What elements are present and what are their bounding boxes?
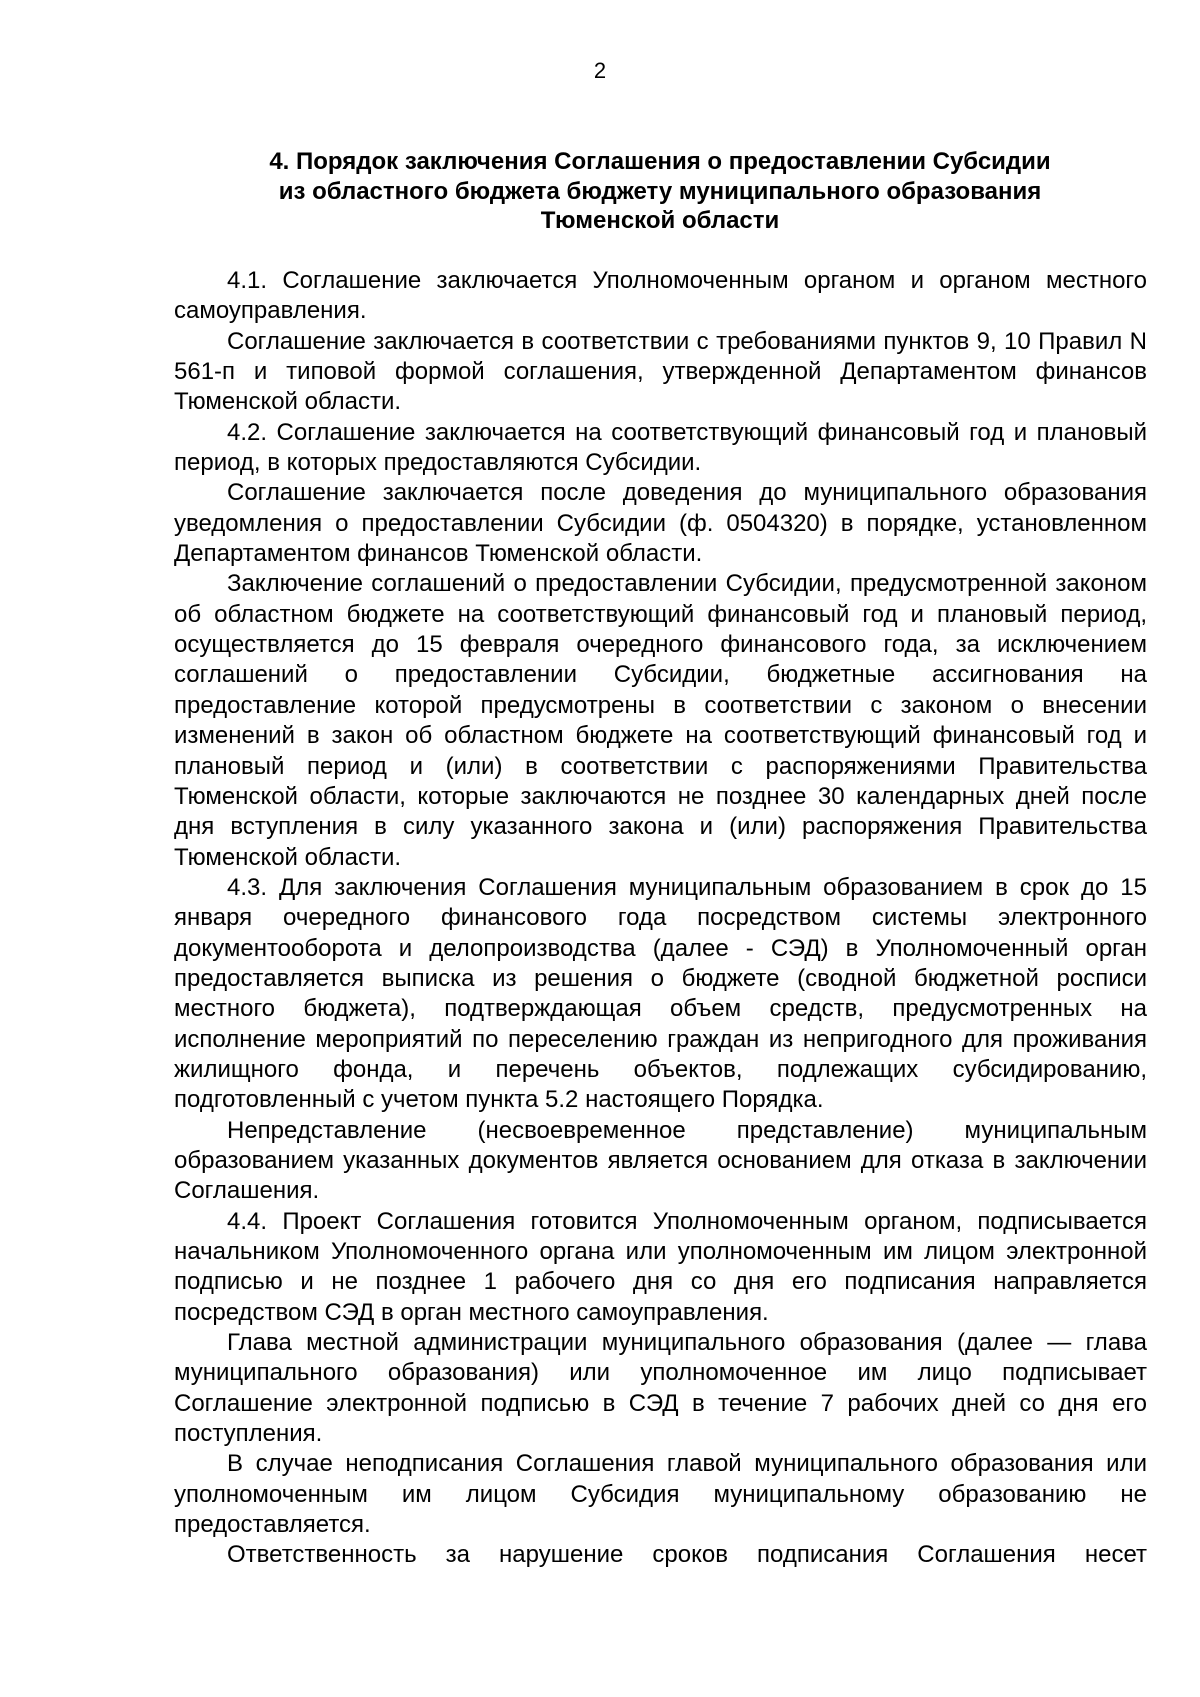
paragraph-4-3-refusal: Непредставление (несвоевременное представление) муниципальным образованием указанных документов является основанием для отказа в заключении Соглашения. [174,1116,1147,1205]
page-number: 2 [593,58,607,83]
paragraph-4-1: 4.1. Соглашение заключается Уполномоченным органом и органом местного самоуправления. [174,267,1147,325]
paragraph-4-2-notice: Соглашение заключается после доведения до муниципального образования уведомления о предоставлении Субсидии (ф. 0504320) в порядке, установленном Департаментом финансов Тюменской области. [174,479,1147,568]
section-heading-line-3: Тюменской области [540,207,780,234]
paragraph-4-4-responsibility: Ответственность за нарушение сроков подписания Соглашения несет [227,1541,1147,1569]
paragraph-4-4: 4.4. Проект Соглашения готовится Уполномоченным органом, подписывается начальником Уполномоченного органа или уполномоченным им лицом электронной подписью и не позднее 1 рабочего дня со дня его подписания направляется посредством СЭД в орган местного самоуправления. [174,1207,1147,1326]
paragraph-4-4-non-signing: В случае неподписания Соглашения главой муниципального образования или уполномоченным им лицом Субсидия муниципальному образованию не предоставляется. [174,1450,1147,1539]
paragraph-4-4-signing: Глава местной администрации муниципального образования (далее — глава муниципального образования) или уполномоченное им лицо подписывает Соглашение электронной подписью в СЭД в течение 7 рабочих дней со дня его поступления. [174,1329,1147,1448]
paragraph-4-2-deadline: Заключение соглашений о предоставлении Субсидии, предусмотренной законом об областном бюджете на соответствующий финансовый год и плановый период, осуществляется до 15 февраля очередного финансового года, за исключением соглашений о предоставлении Субсидии, бюджетные ассигнования на предоставление которой предусмотрены в соответствии с законом о внесении изменений в закон об областном бюджете на соответствующий финансовый год и плановый период и (или) в соответствии с распоряжениями Правительства Тюменской области, которые заключаются не позднее 30 календарных дней после дня вступления в силу указанного закона и (или) распоряжения Правительства Тюменской области. [174,570,1147,871]
section-heading-line-1: 4. Порядок заключения Соглашения о предоставлении Субсидии [269,148,1051,175]
paragraph-4-1-form: Соглашение заключается в соответствии с требованиями пунктов 9, 10 Правил N 561-п и типовой формой соглашения, утвержденной Департаментом финансов Тюменской области. [174,327,1147,416]
paragraph-4-3: 4.3. Для заключения Соглашения муниципальным образованием в срок до 15 января очередного финансового года посредством системы электронного документооборота и делопроизводства (далее - СЭД) в Уполномоченный орган предоставляется выписка из решения о бюджете (сводной бюджетной росписи местного бюджета), подтверждающая объем средств, предусмотренных на исполнение мероприятий по переселению граждан из непригодного для проживания жилищного фонда, и перечень объектов, подлежащих субсидированию, подготовленный с учетом пункта 5.2 настоящего Порядка. [174,873,1147,1114]
paragraph-4-2: 4.2. Соглашение заключается на соответствующий финансовый год и плановый период, в которых предоставляются Субсидии. [174,418,1147,477]
document-body [174,266,1147,1571]
section-heading [175,147,1145,236]
section-heading-line-2: из областного бюджета бюджету муниципального образования [278,177,1042,205]
